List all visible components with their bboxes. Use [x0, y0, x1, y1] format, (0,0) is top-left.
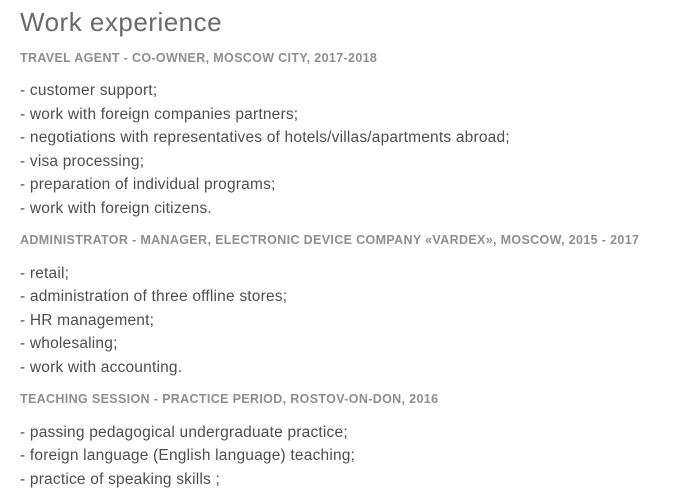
list-item: - customer support; — [20, 82, 158, 100]
duty-list — [20, 421, 668, 490]
list-item: - foreign language (English language) teaching; — [20, 447, 356, 465]
list-item: - practice of speaking skills ; — [20, 470, 221, 488]
duty-list — [20, 79, 668, 220]
section-heading: TRAVEL AGENT - CO-OWNER, MOSCOW CITY, 2017-2018 — [20, 50, 378, 65]
experience-section-teaching — [20, 392, 668, 490]
list-item: - visa processing; — [20, 152, 145, 170]
list-item: - negotiations with representatives of hotels/villas/apartments abroad; — [20, 129, 510, 147]
list-item: - administration of three offline stores; — [20, 288, 288, 306]
page-title: Work experience — [20, 7, 223, 37]
list-item: - HR management; — [20, 311, 155, 329]
duty-list — [20, 262, 668, 380]
experience-section-administrator — [20, 233, 668, 379]
list-item: - wholesaling; — [20, 335, 118, 353]
list-item: - work with foreign companies partners; — [20, 105, 299, 123]
list-item: - passing pedagogical undergraduate practice; — [20, 423, 348, 441]
list-item: - work with foreign citizens. — [20, 199, 212, 217]
experience-section-travel-agent — [20, 51, 668, 220]
section-heading: ADMINISTRATOR - MANAGER, ELECTRONIC DEVICE COMPANY «VARDEX», MOSCOW, 2015 - 2017 — [20, 233, 640, 248]
section-heading: TEACHING SESSION - PRACTICE PERIOD, ROSTOV-ON-DON, 2016 — [20, 392, 439, 407]
list-item: - work with accounting. — [20, 358, 183, 376]
list-item: - retail; — [20, 264, 70, 282]
list-item: - preparation of individual programs; — [20, 176, 276, 194]
